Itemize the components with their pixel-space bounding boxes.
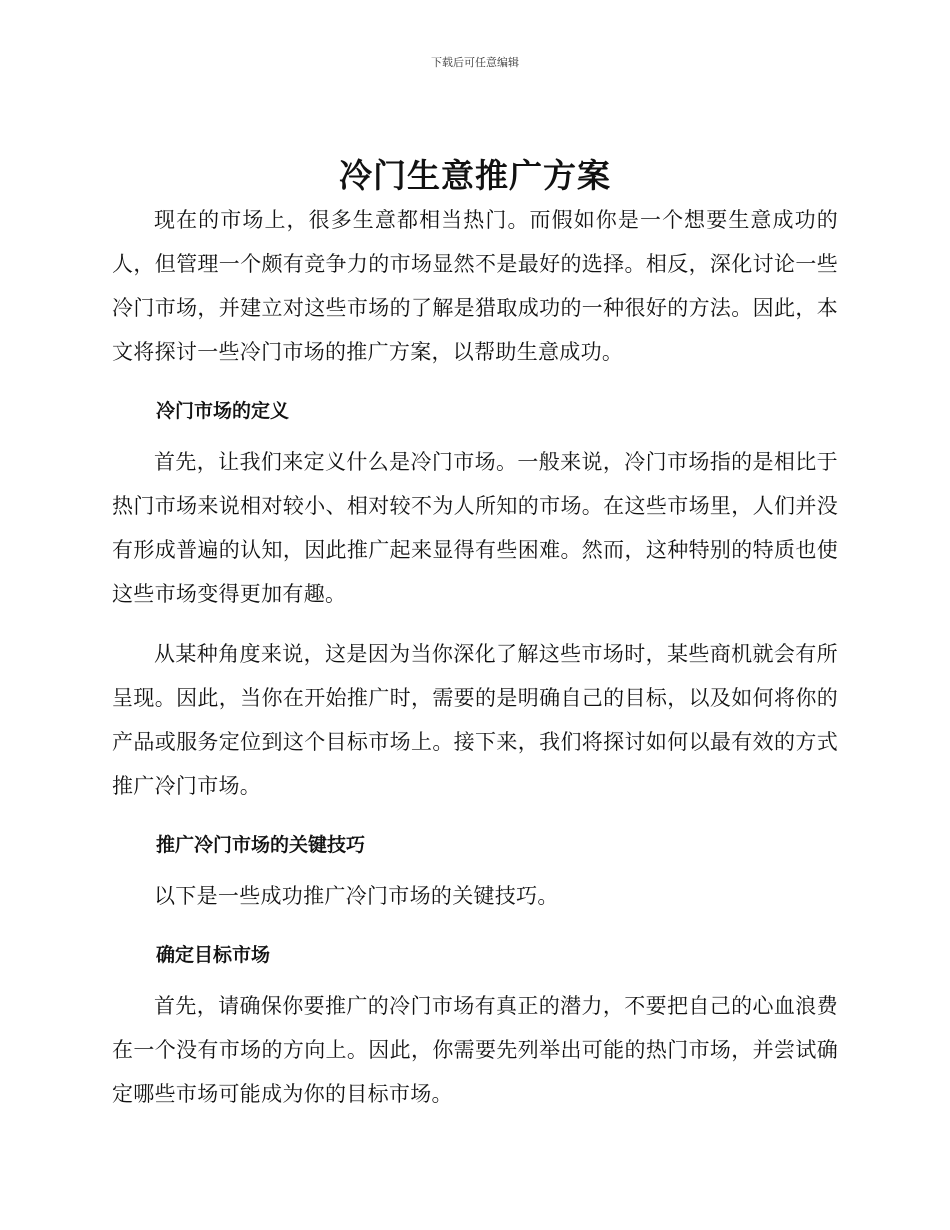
section-heading-definition: 冷门市场的定义 (156, 400, 290, 422)
intro-paragraph: 现在的市场上，很多生意都相当热门。而假如你是一个想要生意成功的人，但管理一个颇有竞争力的市场显然不是最好的选择。相反，深化讨论一些冷门市场，并建立对这些市场的了解是猎取成功的一种很好的方法。因此，本文将探讨一些冷门市场的推广方案，以帮助生意成功。 (112, 208, 838, 364)
section-heading-key-tips: 推广冷门市场的关键技巧 (156, 834, 366, 856)
document-body (112, 198, 838, 1116)
target-market-paragraph: 首先，请确保你要推广的冷门市场有真正的潜力，不要把自己的心血浪费在一个没有市场的方向上。因此，你需要先列举出可能的热门市场，并尝试确定哪些市场可能成为你的目标市场。 (112, 994, 838, 1106)
section-heading-target-market: 确定目标市场 (156, 944, 271, 966)
page-header-note: 下载后可任意编辑 (431, 56, 519, 69)
document-title: 冷门生意推广方案 (339, 156, 611, 195)
definition-paragraph-1: 首先，让我们来定义什么是冷门市场。一般来说，冷门市场指的是相比于热门市场来说相对较小、相对较不为人所知的市场。在这些市场里，人们并没有形成普遍的认知，因此推广起来显得有些困难。然而，这种特别的特质也使这些市场变得更加有趣。 (112, 450, 838, 606)
definition-paragraph-2: 从某种角度来说，这是因为当你深化了解这些市场时，某些商机就会有所呈现。因此，当你在开始推广时，需要的是明确自己的目标，以及如何将你的产品或服务定位到这个目标市场上。接下来，我们将探讨如何以最有效的方式推广冷门市场。 (112, 642, 838, 798)
key-tips-paragraph: 以下是一些成功推广冷门市场的关键技巧。 (154, 884, 559, 908)
